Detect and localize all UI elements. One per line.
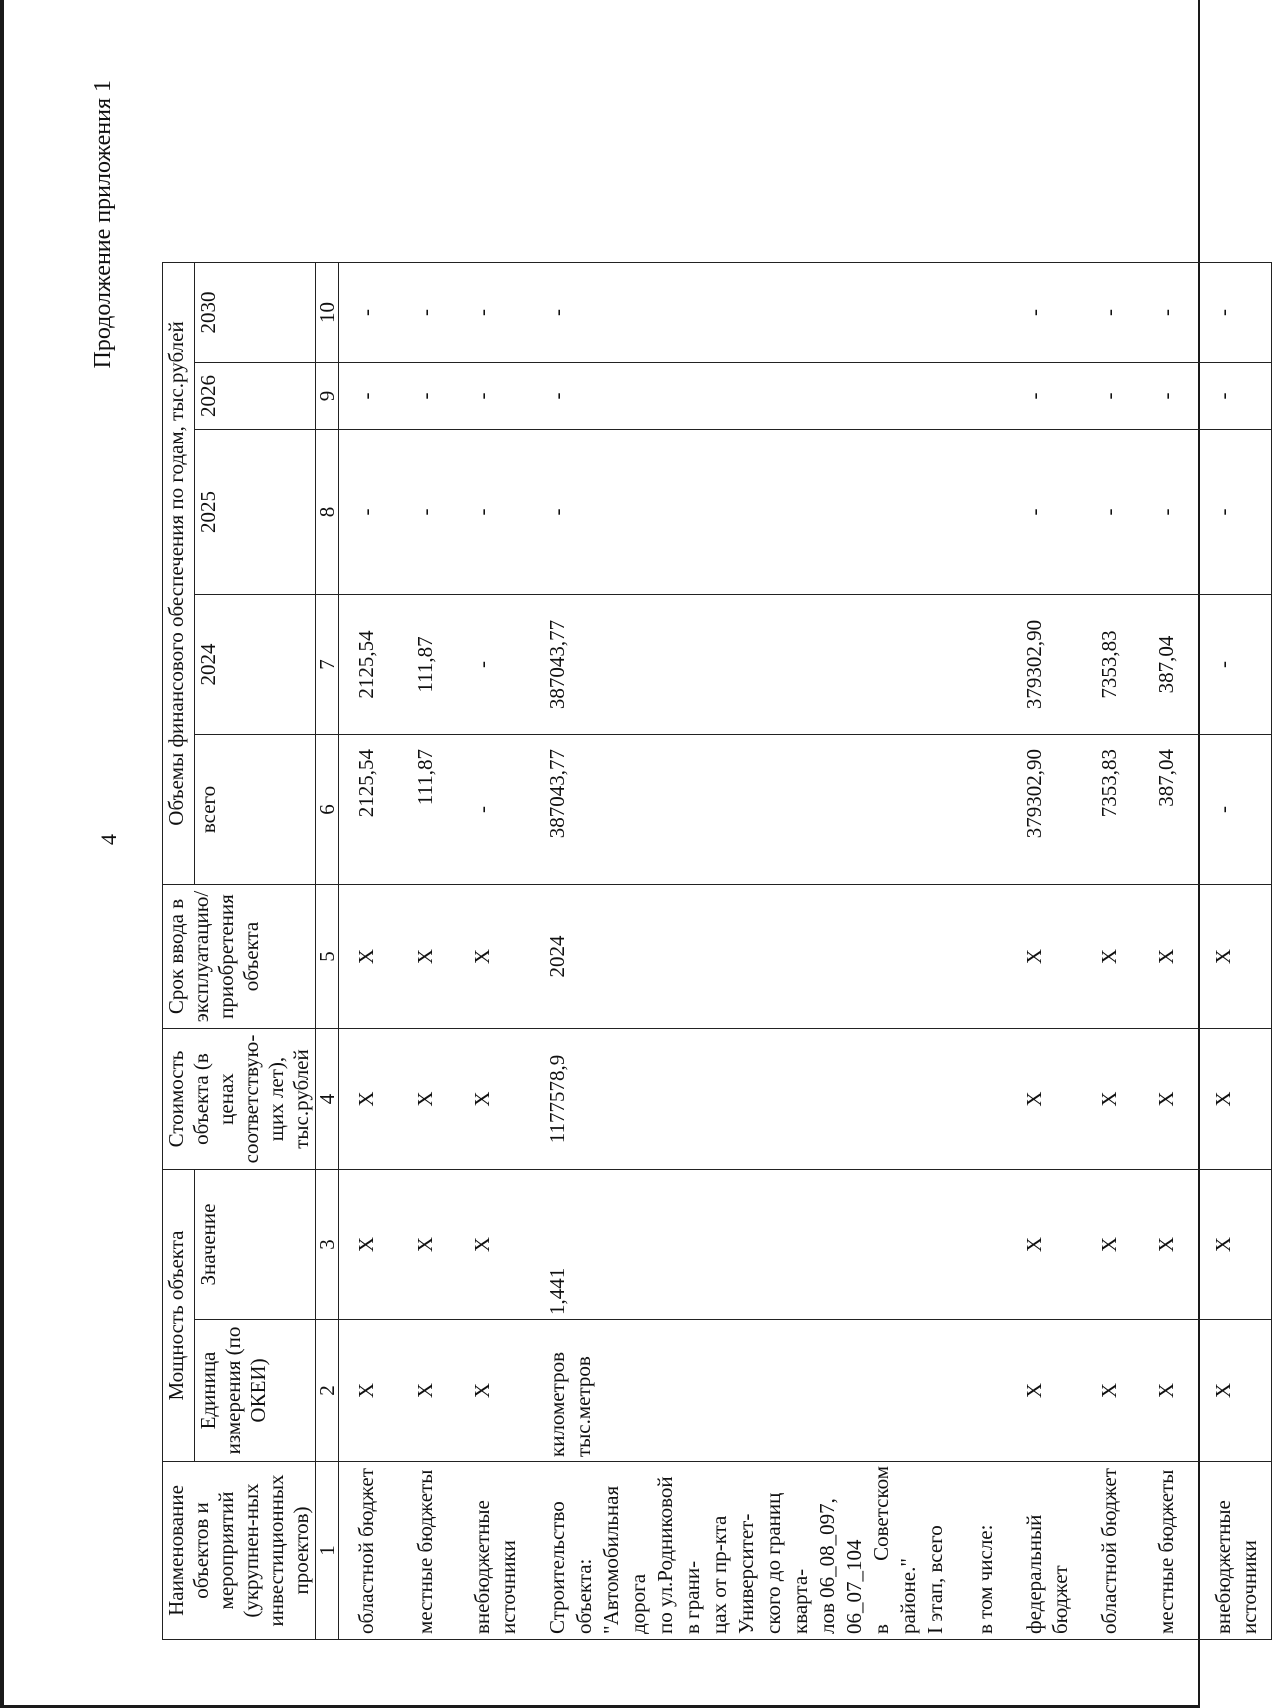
row-2025: - — [1139, 430, 1196, 595]
header-power: Мощность объекта — [163, 1170, 195, 1462]
row-2024: - — [455, 595, 530, 735]
row-2024: 111,87 — [398, 595, 455, 735]
row-total: - — [455, 735, 530, 885]
column-number: 9 — [316, 363, 339, 430]
row-term: X — [455, 885, 530, 1029]
unit-line: тыс.метров — [570, 1356, 595, 1457]
header-2024: 2024 — [195, 595, 316, 735]
row-value: X — [1196, 1170, 1272, 1320]
row-value: X — [339, 1170, 398, 1320]
column-number: 3 — [316, 1170, 339, 1320]
row-term: X — [1196, 885, 1272, 1029]
row-unit — [530, 1320, 958, 1462]
row-value: 1,441 — [530, 1170, 958, 1320]
header-object-name: Наименование объектов и мероприятий (укрупнен-ных инвестиционных проектов) — [163, 1462, 316, 1640]
row-2024: 387,04 — [1139, 595, 1196, 735]
row-2025: - — [339, 430, 398, 595]
name-line: по ул.Родниковой в грани- — [652, 1476, 704, 1634]
row-total: 7353,83 — [1082, 735, 1139, 885]
row-cost: X — [1139, 1029, 1196, 1170]
column-number: 5 — [316, 885, 339, 1029]
column-number: 7 — [316, 595, 339, 735]
row-cost: X — [398, 1029, 455, 1170]
name-line: Строительство объекта: — [544, 1501, 596, 1634]
row-cost: X — [455, 1029, 530, 1170]
name-line: лов 06_08_097, 06_07_104 — [814, 1498, 866, 1634]
row-2026: - — [455, 363, 530, 430]
row-2025 — [958, 430, 1007, 595]
table-row — [398, 263, 455, 1640]
row-value: X — [1139, 1170, 1196, 1320]
continuation-title: Продолжение приложения 1 — [90, 80, 116, 369]
table-body — [339, 263, 1272, 1640]
table-row — [530, 263, 958, 1640]
row-total: 111,87 — [398, 735, 455, 885]
row-value: X — [455, 1170, 530, 1320]
table-row — [958, 263, 1007, 1640]
row-2030: - — [530, 263, 958, 363]
row-2030: - — [1007, 263, 1082, 363]
row-cost: X — [1196, 1029, 1272, 1170]
row-2025: - — [1196, 430, 1272, 595]
row-total: 2125,54 — [339, 735, 398, 885]
table-row — [1007, 263, 1082, 1640]
column-number: 4 — [316, 1029, 339, 1170]
page-number: 4 — [96, 834, 121, 845]
row-2025: - — [1082, 430, 1139, 595]
row-2024 — [958, 595, 1007, 735]
row-name: местные бюджеты — [1139, 1462, 1196, 1640]
row-2026: - — [1139, 363, 1196, 430]
column-number: 10 — [316, 263, 339, 363]
header-2030: 2030 — [195, 263, 316, 363]
row-term: X — [1082, 885, 1139, 1029]
row-cost: X — [1082, 1029, 1139, 1170]
row-total — [958, 735, 1007, 885]
header-total: всего — [195, 735, 316, 885]
row-2030 — [958, 263, 1007, 363]
row-2026: - — [1196, 363, 1272, 430]
header-2025: 2025 — [195, 430, 316, 595]
row-2024: 387043,77 — [530, 595, 958, 735]
table-row — [1082, 263, 1139, 1640]
name-line: ского до границ кварта- — [760, 1492, 812, 1634]
column-number: 2 — [316, 1320, 339, 1462]
row-term: X — [1007, 885, 1082, 1029]
header-2026: 2026 — [195, 363, 316, 430]
row-2025: - — [455, 430, 530, 595]
row-2026: - — [530, 363, 958, 430]
row-2026 — [958, 363, 1007, 430]
row-2026: - — [1082, 363, 1139, 430]
row-unit: X — [455, 1320, 530, 1462]
row-name: в том числе: — [958, 1462, 1007, 1640]
header-value: Значение — [195, 1170, 316, 1320]
row-value — [958, 1170, 1007, 1320]
row-2024: - — [1196, 595, 1272, 735]
row-term: X — [398, 885, 455, 1029]
row-total: 387,04 — [1139, 735, 1196, 885]
table-row — [1139, 263, 1196, 1640]
row-term: X — [1139, 885, 1196, 1029]
column-number: 1 — [316, 1462, 339, 1640]
row-term: 2024 — [530, 885, 958, 1029]
name-line: в Советском районе." — [868, 1466, 920, 1634]
row-2030: - — [339, 263, 398, 363]
table-row — [339, 263, 398, 1640]
row-cost: X — [339, 1029, 398, 1170]
row-2030: - — [1196, 263, 1272, 363]
row-2026: - — [398, 363, 455, 430]
unit-line: километров — [544, 1352, 569, 1457]
row-name: областной бюджет — [1082, 1462, 1139, 1640]
row-name: федеральный бюджет — [1007, 1462, 1082, 1640]
row-cost: 1177578,9 — [530, 1029, 958, 1170]
name-line: I этап, всего — [922, 1525, 947, 1634]
name-line: цах от пр-кта Университет- — [706, 1513, 758, 1634]
row-unit: X — [1196, 1320, 1272, 1462]
row-value: X — [1007, 1170, 1082, 1320]
row-2025: - — [530, 430, 958, 595]
row-2030: - — [1139, 263, 1196, 363]
header-cost: Стоимость объекта (в ценах соответствую-щих лет), тыс.рублей — [163, 1029, 316, 1170]
row-value: X — [1082, 1170, 1139, 1320]
row-unit: X — [398, 1320, 455, 1462]
row-unit — [958, 1320, 1007, 1462]
row-2025: - — [398, 430, 455, 595]
row-value: X — [398, 1170, 455, 1320]
row-2030: - — [398, 263, 455, 363]
row-unit: X — [339, 1320, 398, 1462]
scan-edge-left — [0, 0, 4, 1708]
row-2024: 7353,83 — [1082, 595, 1139, 735]
row-2024: 2125,54 — [339, 595, 398, 735]
row-name: внебюджетные источники — [455, 1462, 530, 1640]
row-term — [958, 885, 1007, 1029]
table-header — [163, 263, 339, 1640]
row-name: местные бюджеты — [398, 1462, 455, 1640]
row-2026: - — [1007, 363, 1082, 430]
header-funding: Объемы финансового обеспечения по годам, тыс.рублей — [163, 263, 195, 885]
name-line: "Автомобильная дорога — [598, 1485, 650, 1634]
table-row — [455, 263, 530, 1640]
header-unit: Единица измерения (по ОКЕИ) — [195, 1320, 316, 1462]
row-total: 387043,77 — [530, 735, 958, 885]
row-name: внебюджетные источники — [1196, 1462, 1272, 1640]
financing-table — [162, 262, 1272, 1640]
row-2025: - — [1007, 430, 1082, 595]
row-unit: X — [1139, 1320, 1196, 1462]
row-total: - — [1196, 735, 1272, 885]
row-2024: 379302,90 — [1007, 595, 1082, 735]
header-term: Срок ввода в эксплуатацию/ приобретения объекта — [163, 885, 316, 1029]
row-2026: - — [339, 363, 398, 430]
row-cost: X — [1007, 1029, 1082, 1170]
row-unit: X — [1007, 1320, 1082, 1462]
column-number: 6 — [316, 735, 339, 885]
row-2030: - — [455, 263, 530, 363]
row-name: областной бюджет — [339, 1462, 398, 1640]
rotated-page — [90, 80, 1261, 1640]
row-cost — [958, 1029, 1007, 1170]
row-unit: X — [1082, 1320, 1139, 1462]
row-total: 379302,90 — [1007, 735, 1082, 885]
row-name-construction — [530, 1462, 958, 1640]
row-term: X — [339, 885, 398, 1029]
table-row — [1196, 263, 1272, 1640]
column-number: 8 — [316, 430, 339, 595]
row-2030: - — [1082, 263, 1139, 363]
